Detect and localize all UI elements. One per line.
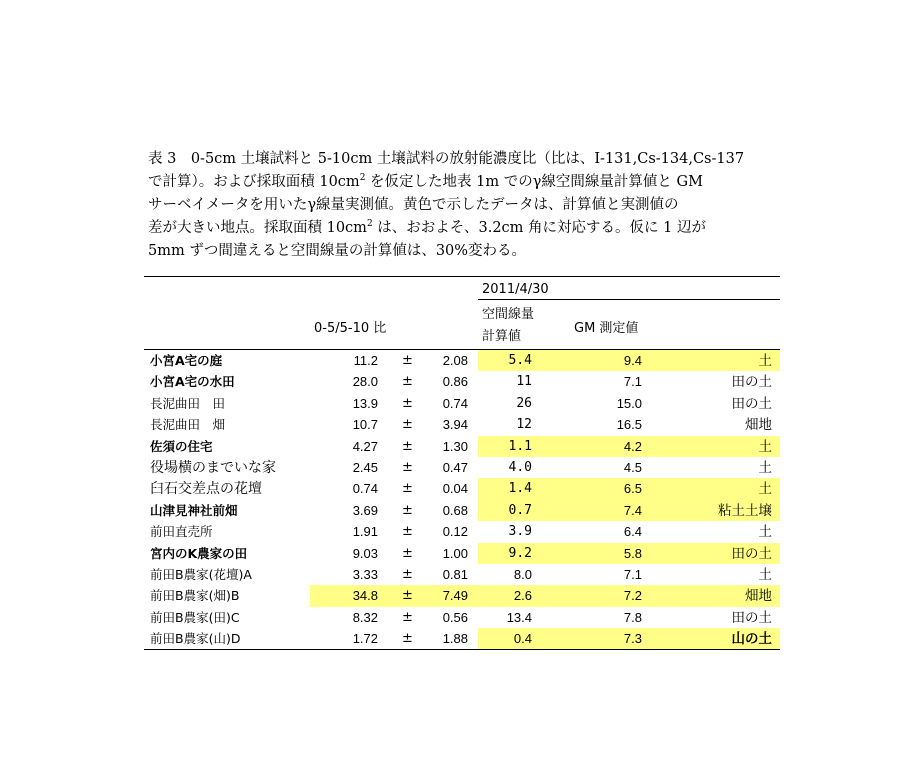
calculated-dose: 12 bbox=[516, 417, 532, 433]
soil-type: 畑地 bbox=[745, 417, 772, 434]
data-table bbox=[144, 276, 780, 650]
calculated-dose: 1.4 bbox=[508, 481, 532, 497]
calculated-dose: 2.6 bbox=[513, 588, 532, 604]
gm-measured-value: 4.5 bbox=[623, 459, 642, 475]
soil-type: 田の土 bbox=[731, 609, 772, 626]
ratio-value: 10.7 bbox=[352, 417, 378, 433]
caption-line-4 bbox=[148, 217, 788, 240]
ratio-value: 9.03 bbox=[352, 545, 378, 561]
table-body bbox=[144, 350, 780, 649]
calculated-dose: 9.2 bbox=[508, 545, 532, 561]
table-row bbox=[144, 457, 780, 478]
plus-minus-sign: ± bbox=[402, 588, 413, 604]
gm-measured-value: 7.2 bbox=[623, 588, 642, 604]
ratio-value: 1.72 bbox=[352, 631, 378, 647]
location-name: 前田B農家(山)D bbox=[150, 631, 241, 647]
ratio-error: 0.56 bbox=[442, 609, 468, 625]
ratio-value: 13.9 bbox=[352, 395, 378, 411]
soil-type: 土 bbox=[758, 353, 772, 369]
date-header-rule bbox=[478, 299, 780, 300]
ratio-error: 0.68 bbox=[442, 502, 468, 518]
ratio-value: 8.32 bbox=[352, 609, 378, 625]
table-caption bbox=[148, 148, 788, 263]
location-name: 長泥曲田 田 bbox=[150, 395, 226, 411]
gm-measured-value: 16.5 bbox=[616, 417, 642, 433]
table-row bbox=[144, 371, 780, 392]
soil-type: 畑地 bbox=[745, 588, 772, 605]
soil-type: 田の土 bbox=[731, 374, 772, 391]
soil-type: 山の土 bbox=[731, 631, 772, 648]
date-header: 2011/4/30 bbox=[482, 282, 549, 297]
location-name: 小宮A宅の庭 bbox=[150, 353, 223, 368]
soil-type: 田の土 bbox=[731, 395, 772, 412]
caption-line-2-b: を仮定した地表 1m でのγ線空間線量計算値と GM bbox=[365, 174, 703, 190]
gm-header: GM 測定値 bbox=[574, 321, 639, 336]
ratio-value: 34.8 bbox=[352, 588, 378, 604]
table-row bbox=[144, 585, 780, 606]
ratio-error: 1.00 bbox=[442, 545, 468, 561]
gm-measured-value: 7.8 bbox=[623, 609, 642, 625]
ratio-value: 4.27 bbox=[352, 438, 378, 454]
calculated-dose: 1.1 bbox=[508, 438, 532, 454]
caption-line-3: サーベイメータを用いたγ線量実測値。黄色で示したデータは、計算値と実測値の bbox=[148, 197, 679, 213]
table-row bbox=[144, 436, 780, 457]
caption-line-2-a: で計算）。および採取面積 10cm bbox=[148, 174, 360, 190]
soil-type: 土 bbox=[758, 566, 772, 583]
ratio-value: 3.69 bbox=[352, 502, 378, 518]
table-row bbox=[144, 478, 780, 499]
location-name: 前田直売所 bbox=[150, 524, 213, 540]
ratio-error: 0.81 bbox=[442, 566, 468, 582]
ratio-error: 0.12 bbox=[442, 524, 468, 540]
gm-measured-value: 4.2 bbox=[623, 438, 642, 454]
plus-minus-sign: ± bbox=[402, 502, 413, 518]
gm-measured-value: 6.5 bbox=[623, 481, 642, 497]
calculated-dose: 26 bbox=[516, 395, 532, 411]
ratio-error: 0.86 bbox=[442, 374, 468, 390]
gm-measured-value: 15.0 bbox=[616, 395, 642, 411]
location-name: 前田B農家(田)C bbox=[150, 609, 240, 625]
location-name: 前田B農家(花壇)A bbox=[150, 566, 252, 582]
caption-superscript-2: 2 bbox=[366, 219, 373, 229]
plus-minus-sign: ± bbox=[402, 524, 413, 540]
ratio-error: 0.74 bbox=[442, 395, 468, 411]
ratio-header: 0-5/5-10 比 bbox=[314, 321, 387, 336]
calculated-dose: 0.7 bbox=[508, 502, 532, 518]
soil-type: 土 bbox=[758, 438, 772, 455]
plus-minus-sign: ± bbox=[402, 545, 413, 561]
ratio-error: 0.47 bbox=[442, 459, 468, 475]
location-name: 臼石交差点の花壇 bbox=[150, 481, 262, 498]
caption-line-4-a: 差が大きい地点。採取面積 10cm bbox=[148, 220, 367, 236]
gm-measured-value: 7.1 bbox=[623, 374, 642, 390]
calculated-dose: 0.4 bbox=[513, 631, 532, 647]
soil-type: 粘土土壌 bbox=[718, 502, 772, 519]
ratio-error: 2.08 bbox=[442, 353, 468, 368]
ratio-value: 0.74 bbox=[352, 481, 378, 497]
calculated-dose: 3.9 bbox=[508, 524, 532, 540]
table-row bbox=[144, 521, 780, 542]
soil-type: 土 bbox=[758, 459, 772, 476]
location-name: 小宮A宅の水田 bbox=[150, 374, 235, 390]
table-row bbox=[144, 628, 780, 649]
ratio-value: 11.2 bbox=[353, 353, 378, 368]
plus-minus-sign: ± bbox=[402, 395, 413, 411]
location-name: 山津見神社前畑 bbox=[150, 502, 238, 518]
ratio-value: 1.91 bbox=[352, 524, 378, 540]
table-row bbox=[144, 543, 780, 564]
calculated-dose: 4.0 bbox=[508, 459, 532, 475]
calculated-dose: 5.4 bbox=[508, 353, 532, 368]
calc-header-line-2: 計算値 bbox=[482, 329, 522, 344]
soil-type: 田の土 bbox=[731, 545, 772, 562]
plus-minus-sign: ± bbox=[402, 609, 413, 625]
caption-line-4-b: は、おおよそ、3.2cm 角に対応する。仮に 1 辺が bbox=[372, 220, 706, 236]
calc-header-line-1: 空間線量 bbox=[482, 307, 535, 322]
gm-measured-value: 9.4 bbox=[623, 353, 642, 368]
ratio-error: 1.30 bbox=[442, 438, 468, 454]
caption-line-5: 5mm ずつ間違えると空間線量の計算値は、30%変わる。 bbox=[148, 243, 527, 259]
caption-line-1: 表 3 0-5cm 土壌試料と 5-10cm 土壌試料の放射能濃度比（比は、I-131,Cs-134,Cs-137 bbox=[148, 151, 745, 167]
ratio-value: 28.0 bbox=[352, 374, 378, 390]
table-row bbox=[144, 350, 780, 371]
location-name: 宮内のK農家の田 bbox=[150, 545, 248, 561]
caption-superscript-1: 2 bbox=[359, 173, 366, 183]
ratio-error: 7.49 bbox=[442, 588, 468, 604]
location-name: 長泥曲田 畑 bbox=[150, 417, 226, 433]
plus-minus-sign: ± bbox=[402, 438, 413, 454]
gm-measured-value: 7.1 bbox=[623, 566, 642, 582]
ratio-error: 3.94 bbox=[442, 417, 468, 433]
plus-minus-sign: ± bbox=[402, 417, 413, 433]
plus-minus-sign: ± bbox=[402, 566, 413, 582]
plus-minus-sign: ± bbox=[402, 374, 413, 390]
plus-minus-sign: ± bbox=[402, 631, 413, 647]
caption-line-2 bbox=[148, 171, 788, 194]
location-name: 前田B農家(畑)B bbox=[150, 588, 240, 604]
gm-measured-value: 6.4 bbox=[623, 524, 642, 540]
calculated-dose: 8.0 bbox=[513, 566, 532, 582]
table-row bbox=[144, 564, 780, 585]
calculated-dose: 13.4 bbox=[506, 609, 532, 625]
table-row bbox=[144, 393, 780, 414]
calculated-dose: 11 bbox=[516, 374, 532, 390]
table-bottom-rule bbox=[144, 649, 780, 650]
plus-minus-sign: ± bbox=[402, 353, 413, 368]
plus-minus-sign: ± bbox=[402, 481, 413, 497]
gm-measured-value: 7.4 bbox=[623, 502, 642, 518]
gm-measured-value: 5.8 bbox=[623, 545, 642, 561]
ratio-error: 0.04 bbox=[442, 481, 468, 497]
gm-measured-value: 7.3 bbox=[623, 631, 642, 647]
soil-type: 土 bbox=[758, 481, 772, 498]
table-row bbox=[144, 414, 780, 435]
ratio-error: 1.88 bbox=[442, 631, 468, 647]
location-name: 役場横のまでいな家 bbox=[150, 459, 276, 476]
soil-type: 土 bbox=[758, 524, 772, 541]
plus-minus-sign: ± bbox=[402, 459, 413, 475]
ratio-value: 2.45 bbox=[352, 459, 378, 475]
ratio-value: 3.33 bbox=[352, 566, 378, 582]
table-header bbox=[144, 277, 780, 349]
table-row bbox=[144, 607, 780, 628]
table-row bbox=[144, 500, 780, 521]
location-name: 佐須の住宅 bbox=[150, 438, 213, 454]
